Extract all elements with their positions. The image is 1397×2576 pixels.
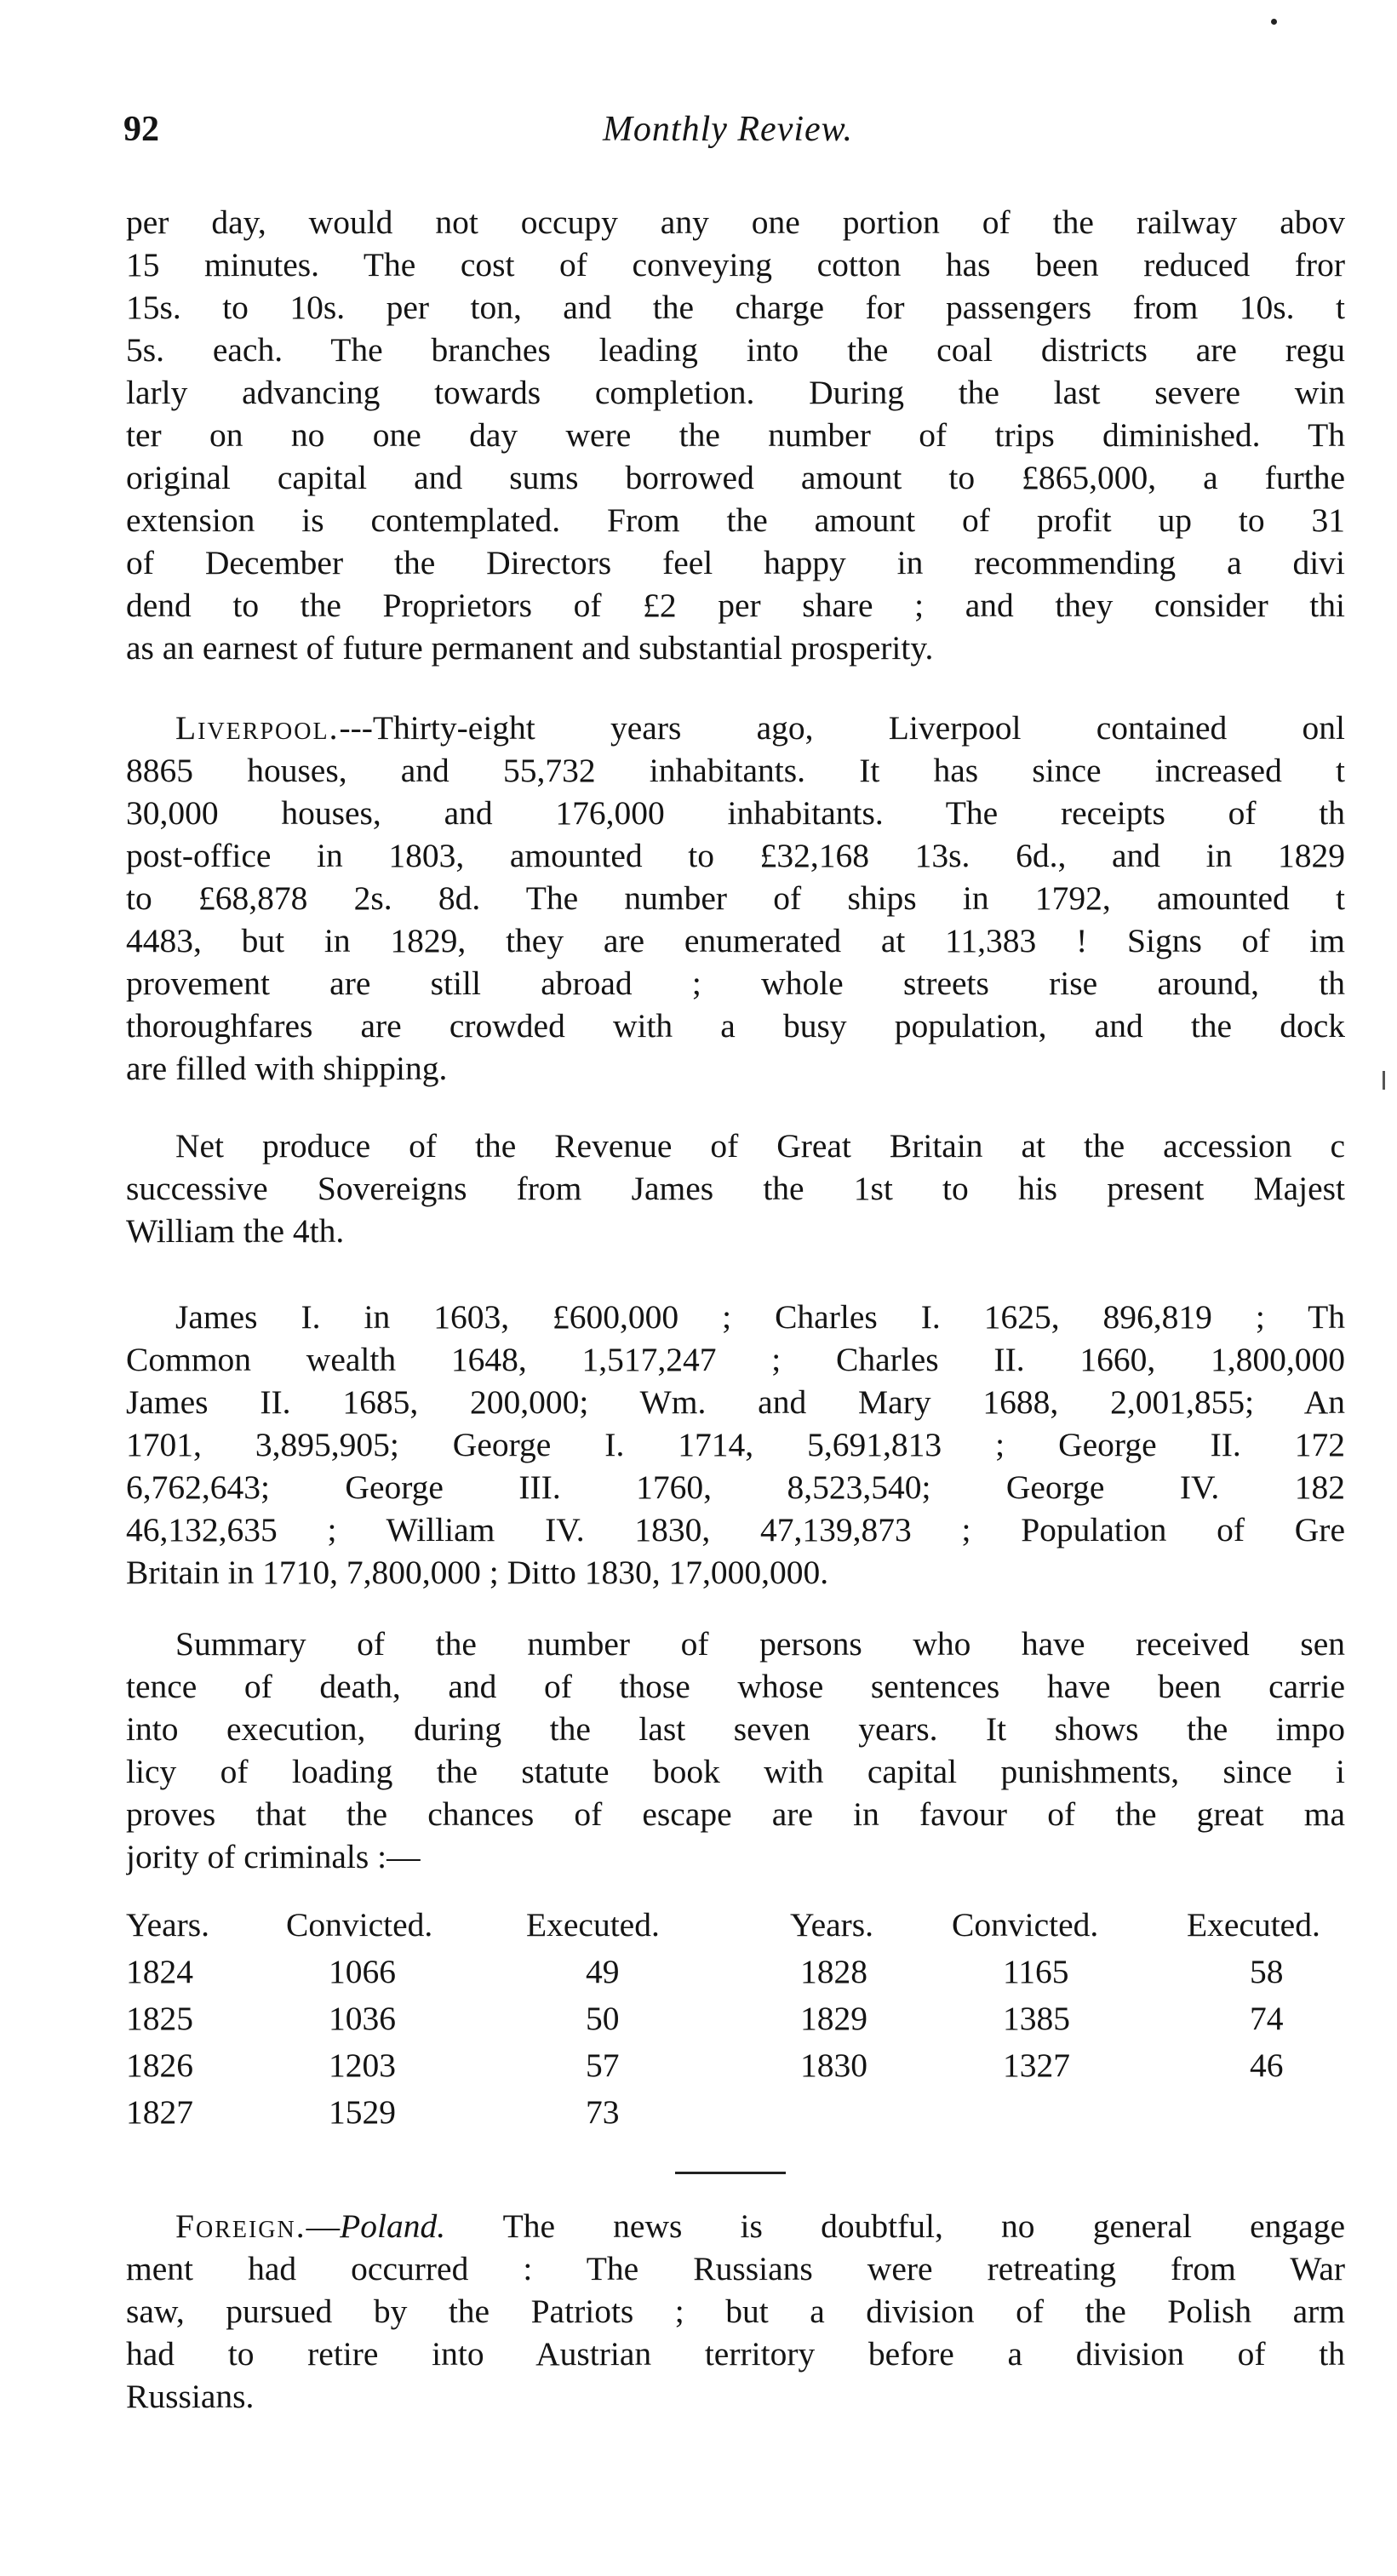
- table-cell: 1385: [1003, 2000, 1070, 2037]
- table-cell: 1829: [800, 2000, 867, 2037]
- paragraph-revenue-list: [126, 1296, 1345, 1594]
- text-line: Summary of the number of persons who have received sen: [175, 1625, 1345, 1663]
- table-header: Executed.: [1187, 1906, 1320, 1943]
- table-cell: 57: [586, 2046, 620, 2084]
- table-cell: 73: [586, 2093, 620, 2131]
- text-line: ter on no one day were the number of trips diminished. Th: [126, 416, 1345, 454]
- table-cell: 1165: [1003, 1953, 1069, 1990]
- text-line: thoroughfares are crowded with a busy population, and the dock: [126, 1007, 1345, 1045]
- ink-speck: [1271, 19, 1277, 25]
- table-cell: 1203: [329, 2046, 396, 2084]
- text-line: saw, pursued by the Patriots ; but a division of the Polish arm: [126, 2293, 1345, 2330]
- table-cell: 1827: [126, 2093, 193, 2131]
- text-line: 6,762,643; George III. 1760, 8,523,540; George IV. 182: [126, 1468, 1345, 1506]
- page-header: [123, 109, 1332, 160]
- table-cell: 1826: [126, 2046, 193, 2084]
- page-number: 92: [123, 110, 159, 149]
- text-line: James II. 1685, 200,000; Wm. and Mary 1688, 2,001,855; An: [126, 1383, 1345, 1421]
- paragraph-revenue-intro: [126, 1125, 1345, 1252]
- label-dash: —: [306, 2207, 341, 2245]
- table-cell: 74: [1250, 2000, 1284, 2037]
- text-line: 4483, but in 1829, they are enumerated at 11,383 ! Signs of im: [126, 922, 1345, 959]
- text-line: had to retire into Austrian territory before a division of th: [126, 2335, 1345, 2373]
- section-subject: Poland.: [340, 2207, 446, 2245]
- text-line: James I. in 1603, £600,000 ; Charles I. 1625, 896,819 ; Th: [175, 1298, 1345, 1336]
- section-divider: [675, 2172, 786, 2174]
- text-line: larly advancing towards completion. During the last severe win: [126, 374, 1345, 411]
- text-line: 46,132,635 ; William IV. 1830, 47,139,873 ; Population of Gre: [126, 1511, 1345, 1548]
- table-header: Years.: [126, 1906, 210, 1943]
- text-line: 30,000 houses, and 176,000 inhabitants. The receipts of th: [126, 794, 1345, 832]
- table-cell: 46: [1250, 2046, 1284, 2084]
- text-line-content: The news is doubtful, no general engage: [445, 2207, 1345, 2245]
- sentences-table: [126, 1903, 1352, 2138]
- text-line: into execution, during the last seven years. It shows the impo: [126, 1710, 1345, 1748]
- table-cell: 1828: [800, 1953, 867, 1990]
- text-line: dend to the Proprietors of £2 per share ; and they consider thi: [126, 587, 1345, 624]
- paragraph-liverpool: [126, 707, 1345, 1090]
- table-header: Executed.: [526, 1906, 660, 1943]
- text-line: Russians.: [126, 2378, 255, 2415]
- table-cell: 1830: [800, 2046, 867, 2084]
- ink-mark: [1383, 1071, 1385, 1090]
- text-line: 15s. to 10s. per ton, and the charge for passengers from 10s. t: [126, 289, 1345, 326]
- text-line: Britain in 1710, 7,800,000 ; Ditto 1830, 17,000,000.: [126, 1554, 829, 1591]
- table-cell: 50: [586, 2000, 620, 2037]
- table-header: Convicted.: [952, 1906, 1099, 1943]
- text-line: to £68,878 2s. 8d. The number of ships in 1792, amounted t: [126, 879, 1345, 917]
- text-line: [126, 707, 1345, 749]
- text-line-content: ---Thirty-eight years ago, Liverpool contained onl: [339, 709, 1345, 747]
- text-line: tence of death, and of those whose sentences have been carrie: [126, 1668, 1345, 1705]
- text-line: post-office in 1803, amounted to £32,168 13s. 6d., and in 1829: [126, 837, 1345, 874]
- paragraph-railway: [126, 201, 1345, 669]
- running-head: Monthly Review.: [602, 110, 854, 149]
- text-line: of December the Directors feel happy in recommending a divi: [126, 544, 1345, 581]
- text-line: are filled with shipping.: [126, 1050, 448, 1087]
- text-line: 15 minutes. The cost of conveying cotton has been reduced fror: [126, 246, 1345, 283]
- text-line: Net produce of the Revenue of Great Britain at the accession c: [175, 1127, 1345, 1165]
- table-cell: 1036: [329, 2000, 396, 2037]
- text-line: provement are still abroad ; whole streets rise around, th: [126, 965, 1345, 1002]
- text-line: jority of criminals :—: [126, 1838, 421, 1875]
- text-line: William the 4th.: [126, 1212, 345, 1250]
- text-line: licy of loading the statute book with capital punishments, since i: [126, 1753, 1345, 1790]
- text-line: original capital and sums borrowed amount to £865,000, a furthe: [126, 459, 1345, 496]
- text-line: 1701, 3,895,905; George I. 1714, 5,691,813 ; George II. 172: [126, 1426, 1345, 1463]
- table-cell: 1529: [329, 2093, 396, 2131]
- text-line: Common wealth 1648, 1,517,247 ; Charles II. 1660, 1,800,000: [126, 1341, 1345, 1378]
- text-line: 8865 houses, and 55,732 inhabitants. It has since increased t: [126, 752, 1345, 789]
- table-cell: 1066: [329, 1953, 396, 1990]
- section-label-liverpool: Liverpool.: [175, 709, 340, 747]
- table-header: Convicted.: [286, 1906, 433, 1943]
- table-cell: 1825: [126, 2000, 193, 2037]
- text-line: proves that the chances of escape are in favour of the great ma: [126, 1795, 1345, 1833]
- table-cell: 1824: [126, 1953, 193, 1990]
- text-line: 5s. each. The branches leading into the coal districts are regu: [126, 331, 1345, 369]
- text-line: [126, 2205, 1345, 2247]
- section-label-foreign: Foreign.: [175, 2207, 306, 2245]
- table-cell: 58: [1250, 1953, 1284, 1990]
- paragraph-foreign: [126, 2205, 1345, 2418]
- text-line: extension is contemplated. From the amount of profit up to 31: [126, 501, 1345, 539]
- table-cell: 49: [586, 1953, 620, 1990]
- paragraph-summary: [126, 1623, 1345, 1878]
- text-line: ment had occurred : The Russians were retreating from War: [126, 2250, 1345, 2287]
- text-line: per day, would not occupy any one portion of the railway abov: [126, 203, 1345, 241]
- text-line: as an earnest of future permanent and substantial prosperity.: [126, 629, 934, 667]
- table-cell: 1327: [1003, 2046, 1070, 2084]
- table-header: Years.: [790, 1906, 874, 1943]
- text-line: successive Sovereigns from James the 1st to his present Majest: [126, 1170, 1345, 1207]
